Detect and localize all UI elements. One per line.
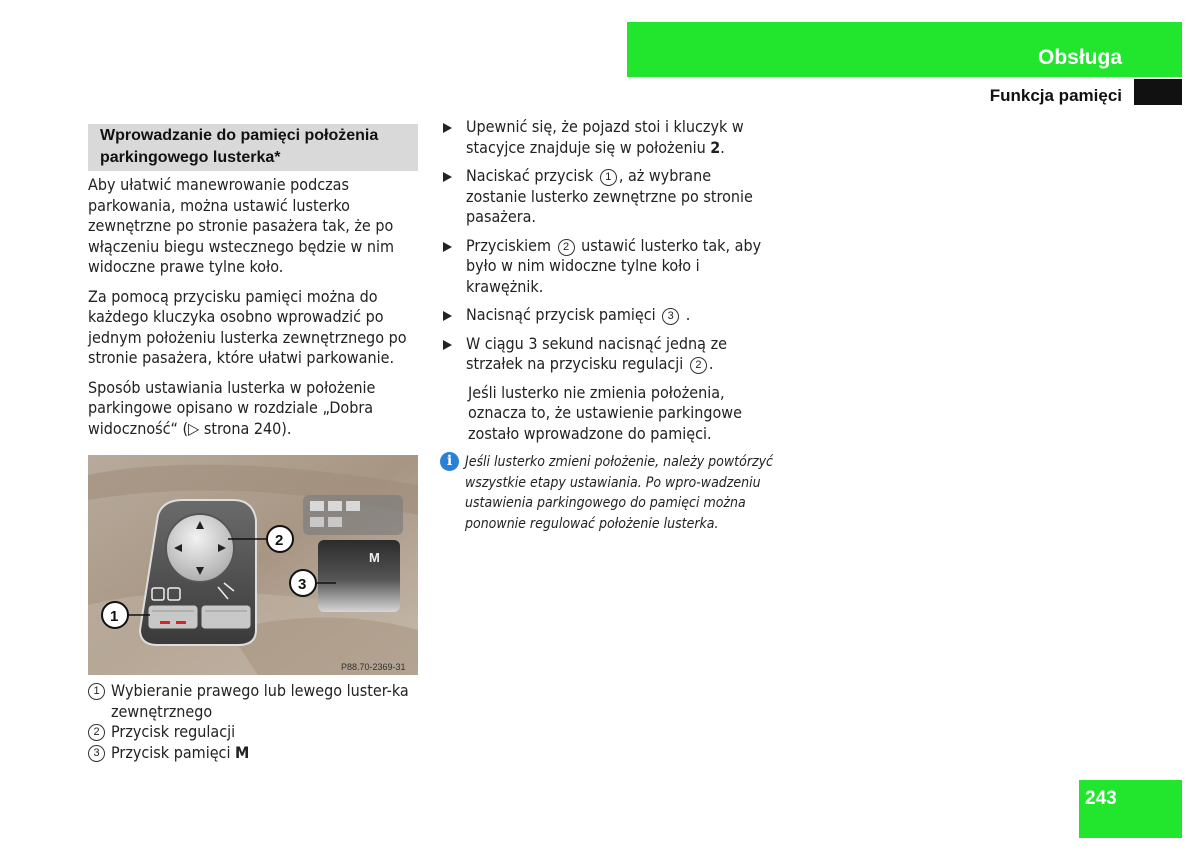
caption-text: Przycisk pamięci [111,742,236,762]
info-note-text: Jeśli lusterko zmieni położenie, należy powtórzyć wszystkie etapy ustawiania. Po wpro-wadzeniu ustawienia parkingowego do pamięci można ponownie regulować położenie lusterka. [465,454,773,532]
door-panel-graphic [88,455,418,675]
inline-number: 2 [558,239,575,256]
figure-captions [88,681,418,763]
inline-number: 1 [600,169,617,186]
subsection-title: Funkcja pamięci [989,86,1122,105]
section-title: Obsługa [1037,46,1122,69]
paragraph-3: Sposób ustawiania lusterka w położenie parkingowe opisano w rozdziale „Dobra widoczność“ (▷ strona 240). [88,377,376,438]
step-text: Upewnić się, że pojazd stoi i kluczyk w stacyjce znajduje się w położeniu 2. [466,117,744,157]
door-control-illustration [88,455,418,675]
inline-number: 2 [690,357,707,374]
info-icon: i [440,452,459,471]
instruction-step [440,166,775,228]
caption-text: Wybieranie prawego lub lewego luster-ka zewnętrznego [111,681,409,721]
thumb-tab-marker [1134,79,1182,105]
caption-bold: M [235,742,250,762]
step-text: Naciskać przycisk 1 , aż wybrane zostanie lusterko zewnętrzne po stronie pasażera. [466,166,753,226]
inline-number: 3 [662,308,679,325]
figure-code: P88.70-2369-31 [341,662,406,672]
paragraph-2: Za pomocą przycisku pamięci można do każdego kluczyka osobno wprowadzić po jednym położeniu lusterka zewnętrznego po stronie pasażera, które ułatwi parkowanie. [88,286,407,367]
page-number-box [1079,780,1182,838]
info-note [440,452,775,534]
step-text: W ciągu 3 sekund nacisnąć jedną ze strzałek na przycisku regulacji 2 . [466,333,727,373]
caption-number: 2 [88,724,105,741]
caption-item [88,681,418,722]
caption-number: 1 [88,683,105,700]
bullet-triangle-icon [443,242,452,252]
instruction-step [440,334,775,375]
caption-number: 3 [88,745,105,762]
callout-2-label: 2 [275,532,284,549]
section-heading: Wprowadzanie do pamięci położenia parkingowego lusterka* [88,124,418,171]
section-header-bar [627,22,1182,77]
callout-1-label: 1 [110,608,119,625]
left-column [88,124,418,763]
bullet-triangle-icon [443,340,452,350]
bullet-triangle-icon [443,311,452,321]
page-number: 243 [1085,788,1117,809]
memory-key-m-label: M [369,550,380,565]
caption-item [88,722,418,743]
right-column [440,117,775,534]
instruction-step [440,305,775,326]
bullet-triangle-icon [443,172,452,182]
caption-text-wrap [111,743,249,764]
caption-text: Przycisk regulacji [111,722,236,741]
callout-3-label: 3 [298,576,307,593]
instruction-step [440,117,775,158]
step-text: Przyciskiem 2 ustawić lusterko tak, aby było w nim widoczne tylne koło i krawężnik. [466,235,762,296]
paragraph-1: Aby ułatwić manewrowanie podczas parkowania, można ustawić lusterko zewnętrzne po stronie pasażera tak, że po włączeniu biegu wstecznego będzie w nim widoczne prawe tylne koło. [88,175,395,276]
instruction-step [440,236,775,298]
step-continuation: Jeśli lusterko nie zmienia położenia, oznacza to, że ustawienie parkingowe zostało wprowadzone do pamięci. [468,382,742,443]
step-text: Nacisnąć przycisk pamięci 3 . [466,305,691,324]
caption-item [88,743,418,764]
bullet-triangle-icon [443,123,452,133]
